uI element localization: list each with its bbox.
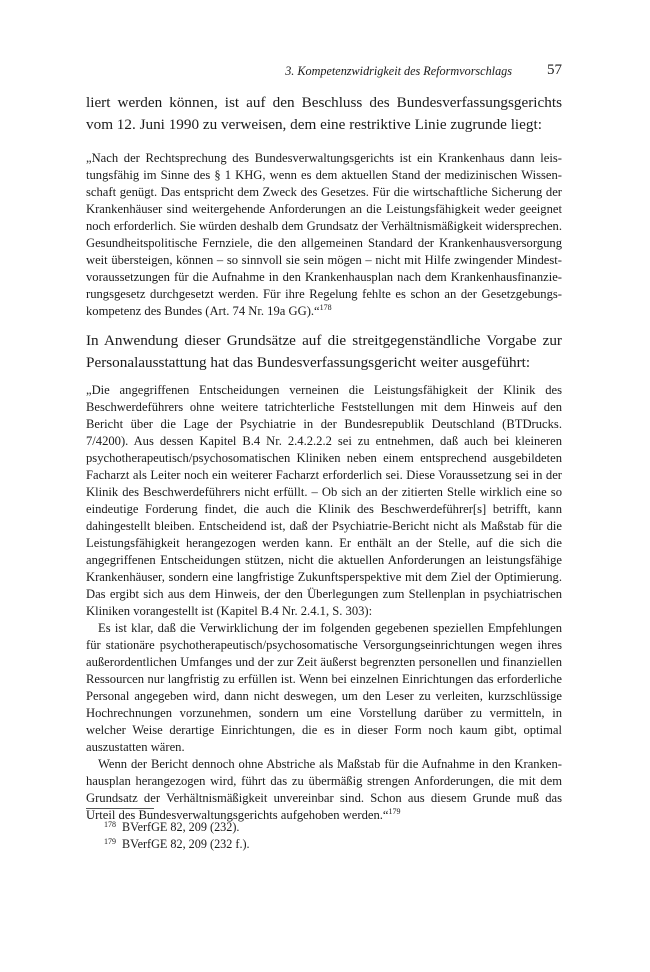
- block-quote-1: [86, 150, 562, 320]
- body-paragraph-1: liert werden können, ist auf den Beschluss des Bundesverfassungsgerichts vom 12. Juni 1990 zu verweisen, dem eine restriktive Linie zugrunde liegt:: [86, 94, 562, 133]
- footnote-text: BVerfGE 82, 209 (232).: [122, 820, 240, 834]
- block-quote-2-part-2: Es ist klar, daß die Verwirklichung der im folgenden gegebenen speziellen Empfehlungen für stationäre psychotherapeutisch/psychosomatische Versorgungseinrichtungen wegen ihres außerordentlichen Umfanges und der zur Zeit äußerst begrenzten personellen und finanziellen Ressourcen nur langfristig zu erfüllen ist. Wenn bei einzelnen Einrichtungen das erforderliche Personal angegeben wird, dann nicht deswegen, um den Leser zu verleiten, kurzschlüssige Hochrechnungen vorzunehmen, sondern um eine Vorstellung darüber zu vermitteln, in welcher Weise derartige Einrichtungen, die es in dieser Form noch kaum gibt, optimal auszustatten wären.: [86, 621, 562, 754]
- footnote-179: [104, 836, 562, 853]
- footnote-ref-179: 179: [388, 807, 401, 816]
- running-head: [86, 62, 562, 82]
- footnote-ref-178: 178: [319, 303, 332, 312]
- block-quote-1-text: „Nach der Rechtsprechung des Bundesverwaltungsgerichts ist ein Krankenhaus dann leistungsfähig im Sinne des § 1 KHG, wenn es dem aktuellen Stand der medizinischen Wissenschaft genügt. Das entspricht dem Zweck des Gesetzes. Für die wirtschaftliche Sicherung der Krankenhäuser sind weitergehende Anforderungen an die Leistungsfähigkeit weder geeignet noch erforderlich. Sie würden deshalb dem Grundsatz der Verhältnismäßigkeit widersprechen. Gesundheitspolitische Fernziele, die den allgemeinen Standard der Krankenhausversorgung weit übersteigen, können – so sinnvoll sie sein mögen – nicht mit Hilfe zwingender Mindestvoraussetzungen für die Aufnahme in den Krankenhausplan nach dem Krankenhausfinanzierungsgesetz durchgesetzt werden. Für ihre Regelung fehlte es schon an der Gesetzgebungskompetenz des Bundes (Art. 74 Nr. 19a GG).“: [86, 151, 562, 318]
- block-quote-2-part-3-text: Wenn der Bericht dennoch ohne Abstriche als Maßstab für die Aufnahme in den Krankenhausplan herangezogen wird, führt das zu übermäßig strengen Anforderungen, die mit dem Grundsatz der Verhältnismäßigkeit unvereinbar sind. Schon aus diesem Grunde muß das Urteil des Bundesverwaltungsgerichts aufgehoben werden.“: [86, 757, 562, 822]
- running-title: 3. Kompetenzwidrigkeit des Reformvorschlags: [285, 64, 512, 78]
- page-body: [86, 92, 562, 824]
- body-paragraph-2: In Anwendung dieser Grundsätze auf die streitgegenständliche Vorgabe zur Personalausstattung hat das Bundesverfassungsgericht weiter ausgeführt:: [86, 332, 562, 371]
- block-quote-2-part-1: „Die angegriffenen Entscheidungen verneinen die Leistungsfähigkeit der Klinik des Beschwerdeführers ohne weitere tatrichterliche Feststellungen mit dem Hinweis auf den Bericht über die Lage der Psychiatrie in der Bundesrepublik Deutschland (BTDrucks. 7/4200). Aus dessen Kapitel B.4 Nr. 2.4.2.2.2 sei zu entnehmen, daß auch bei kleineren psychotherapeutisch/psychosomatischen Kliniken neben einem entsprechend ausgebildeten Facharzt als Leiter noch ein weiterer Facharzt erforderlich sei. Diese Voraussetzung sei in der Klinik des Beschwerdeführers nicht erfüllt. – Ob sich an der zitierten Stelle wirklich eine so eindeutige Forderung findet, die auch die Klinik des Beschwerdeführer[s] betrifft, kann dahingestellt bleiben. Entscheidend ist, daß der Psychiatrie-Bericht nicht als Maßstab für die Leistungsfähigkeit herangezogen werden kann. Er enthält an der Stelle, auf die sich die angegriffenen Entscheidungen stützen, nicht die aktuellen Anforderungen an leistungsfähige Krankenhäuser, sondern eine langfristige Zukunftsperspektive mit dem Ziel der Optimierung. Das ergibt sich aus dem Hinweis, der den Überlegungen zum Stellenplan in psychiatrischen Kliniken vorangestellt ist (Kapitel B.4 Nr. 2.4.1, S. 303):: [86, 383, 562, 618]
- footnote-number: 178: [104, 820, 116, 829]
- footnote-178: [104, 819, 562, 836]
- page-number: 57: [547, 62, 562, 78]
- footnote-number: 179: [104, 837, 116, 846]
- footnotes: [86, 808, 562, 853]
- footnote-text: BVerfGE 82, 209 (232 f.).: [122, 837, 250, 851]
- footnote-rule: [86, 808, 154, 809]
